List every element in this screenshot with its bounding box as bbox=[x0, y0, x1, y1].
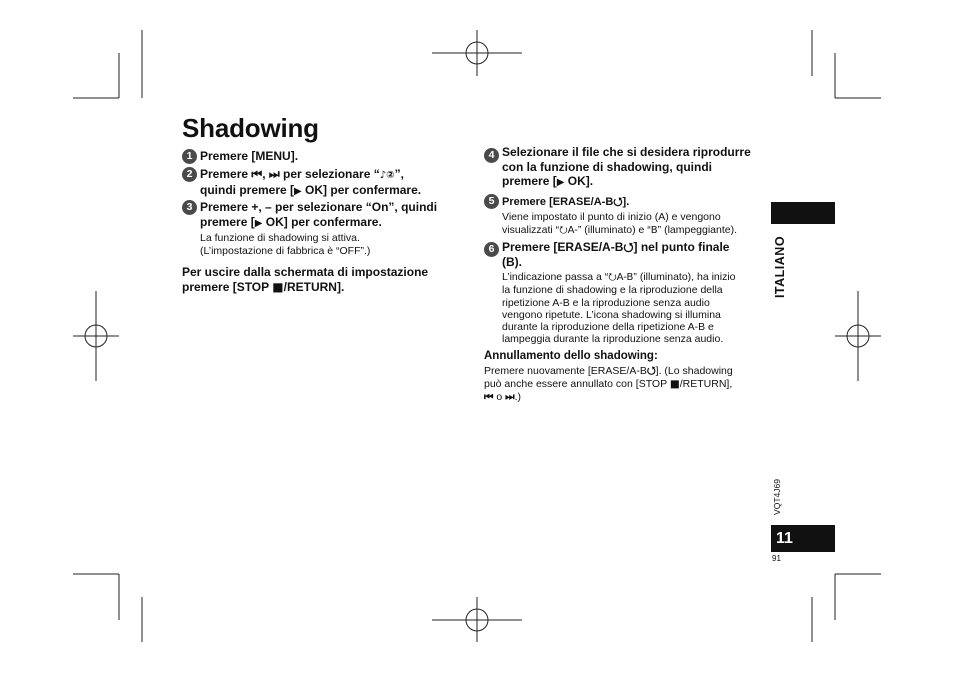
repeat-a-indicator-icon: ⭮A- bbox=[559, 224, 578, 236]
step-text: Premere [MENU]. bbox=[200, 149, 299, 163]
repeat-icon: ⭯ bbox=[646, 365, 656, 377]
repeat-icon: ⭯ bbox=[623, 240, 634, 254]
step-text: Selezionare il file che si desidera riprodurre con la funzione di shadowing, quindi premere [▶ OK]. bbox=[502, 145, 751, 188]
step-note: La funzione di shadowing si attiva. (L’impostazione di fabbrica è “OFF”.) bbox=[200, 232, 371, 257]
skip-forward-icon: ⏭ bbox=[268, 167, 280, 181]
step-text: Premere [ERASE/A-B⭯]. bbox=[502, 195, 630, 208]
b-indicator-icon: B bbox=[650, 224, 658, 236]
step-6 bbox=[484, 240, 774, 346]
shadowing-icon: ♪② bbox=[379, 170, 395, 181]
step-4 bbox=[484, 145, 774, 191]
page-title: Shadowing bbox=[182, 113, 319, 143]
step-2 bbox=[182, 167, 472, 199]
step-text: Premere [ERASE/A-B⭯] nel punto finale (B). bbox=[502, 240, 730, 269]
step-number: 6 bbox=[484, 242, 499, 257]
step-text: Premere ⏮, ⏭ per selezionare “♪②”, quindi premere [▶ OK] per confermare. bbox=[200, 167, 422, 197]
cancel-heading: Annullamento dello shadowing: bbox=[484, 350, 658, 362]
step-number: 3 bbox=[182, 200, 197, 215]
language-label: ITALIANO bbox=[773, 235, 787, 299]
repeat-ab-indicator-icon: ⭮A-B bbox=[608, 272, 634, 283]
sheet-number: 91 bbox=[772, 554, 781, 563]
cancel-text: Premere nuovamente [ERASE/A-B⭯]. (Lo shadowing può anche essere annullato con [STOP ■/RETURN], ⏮ o ⏭.) bbox=[484, 365, 733, 403]
skip-back-icon: ⏮ bbox=[484, 391, 494, 403]
step-number: 2 bbox=[182, 167, 197, 182]
step-5 bbox=[484, 194, 774, 237]
step-3 bbox=[182, 200, 472, 257]
play-icon: ▶ bbox=[556, 177, 565, 188]
language-tab bbox=[771, 202, 835, 224]
exit-note: Per uscire dalla schermata di impostazione premere [STOP ■/RETURN]. bbox=[182, 265, 429, 294]
repeat-icon: ⭯ bbox=[613, 195, 623, 208]
step-note: L’indicazione passa a “⭮A-B” (illuminato), ha inizio la funzione di shadowing e la riproduzione della ripetizione A-B e la riproduzione senza audio vengono ripetute. L’icona shadowing si illumina durante la riproduzione della ripetizione A-B e lampeggia durante la riproduzione senza audio. bbox=[502, 271, 736, 346]
step-number: 4 bbox=[484, 148, 499, 163]
skip-forward-icon: ⏭ bbox=[505, 391, 515, 403]
step-number: 5 bbox=[484, 194, 499, 209]
step-note: Viene impostato il punto di inizio (A) e vengono visualizzati “⭮A-” (illuminato) e “B” (lampeggiante). bbox=[502, 211, 738, 236]
model-code: VQT4J69 bbox=[772, 479, 782, 515]
cancel-section bbox=[484, 349, 774, 404]
step-text: Premere +, – per selezionare “On”, quindi premere [▶ OK] per confermare. bbox=[200, 200, 438, 229]
page-number: 11 bbox=[771, 525, 835, 552]
play-icon: ▶ bbox=[294, 186, 302, 197]
stop-icon: ■ bbox=[669, 378, 680, 390]
skip-back-icon: ⏮ bbox=[251, 167, 263, 181]
stop-icon: ■ bbox=[272, 280, 284, 294]
play-icon: ▶ bbox=[254, 218, 263, 229]
step-number: 1 bbox=[182, 149, 197, 164]
step-1 bbox=[182, 149, 472, 164]
